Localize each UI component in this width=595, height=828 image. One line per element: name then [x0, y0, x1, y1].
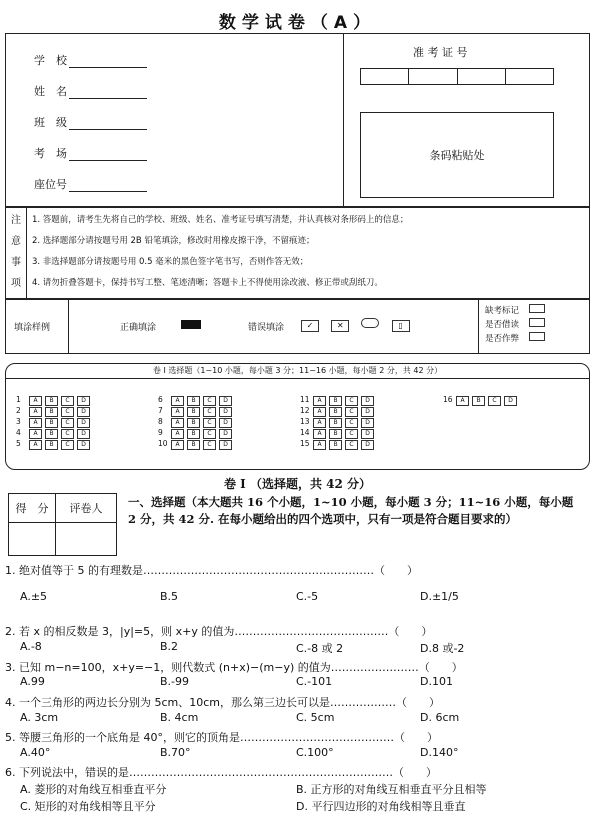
answer-row-9: [158, 424, 235, 435]
answer-bubble-d[interactable]: D: [504, 396, 517, 406]
answer-bubble-d[interactable]: D: [77, 396, 90, 406]
q4-option-c[interactable]: C. 5cm: [296, 711, 335, 724]
answer-sheet-header: 卷 I 选择题（1~10 小题，每小题 3 分；11~16 小题，每小题 2 分，共 42 分）: [152, 366, 443, 375]
answer-bubble-c[interactable]: C: [61, 429, 74, 439]
answer-number: 6: [158, 395, 163, 404]
answer-bubble-a[interactable]: A: [171, 407, 184, 417]
correct-fill-mark: [181, 320, 201, 329]
question-3-stem: 3. 已知 m−n=100，x+y=−1，则代数式 (n+x)−(m−y) 的值为……………………（ ）: [5, 661, 463, 674]
answer-bubble-a[interactable]: A: [171, 440, 184, 450]
q4-option-d[interactable]: D. 6cm: [420, 711, 460, 724]
answer-number: 16: [443, 395, 453, 404]
q3-option-d[interactable]: D.101: [420, 675, 453, 688]
answer-bubble-c[interactable]: C: [345, 407, 358, 417]
answer-row-4: [16, 424, 93, 435]
q2-option-d[interactable]: D.8 或-2: [420, 642, 465, 655]
class-field[interactable]: 班 级: [34, 114, 147, 145]
notice-divider: [26, 207, 27, 299]
cheat-flag[interactable]: 是否作弊: [485, 332, 548, 346]
answer-bubble-a[interactable]: A: [313, 407, 326, 417]
answer-row-11: [300, 391, 377, 402]
fill-example-label: 填涂样例: [14, 323, 51, 333]
answer-bubble-a[interactable]: A: [313, 418, 326, 428]
answer-sheet-divider: [5, 378, 590, 379]
answer-row-15: [300, 435, 377, 446]
answer-row-6: [158, 391, 235, 402]
q4-option-a[interactable]: A. 3cm: [20, 711, 59, 724]
answer-bubble-d[interactable]: D: [219, 440, 232, 450]
answer-bubble-b[interactable]: B: [187, 407, 200, 417]
answer-row-16: [443, 391, 520, 402]
grader-cell[interactable]: [56, 523, 117, 556]
question-6-stem: 6. 下列说法中，错误的是………………………………………………………………（ ）: [5, 766, 437, 779]
answer-bubble-a[interactable]: A: [171, 418, 184, 428]
answer-bubble-d[interactable]: D: [361, 407, 374, 417]
answer-number: 4: [16, 428, 21, 437]
answer-bubble-d[interactable]: D: [77, 440, 90, 450]
answer-bubble-a[interactable]: A: [456, 396, 469, 406]
correct-fill-label: 正确填涂: [120, 323, 157, 333]
answer-bubble-b[interactable]: B: [45, 396, 58, 406]
answer-number: 9: [158, 428, 163, 437]
transfer-flag[interactable]: 是否借读: [485, 318, 548, 332]
q1-option-a[interactable]: A.±5: [20, 590, 48, 603]
answer-number: 1: [16, 395, 21, 404]
answer-bubble-c[interactable]: C: [345, 440, 358, 450]
q5-option-c[interactable]: C.100°: [296, 746, 334, 759]
answer-bubble-a[interactable]: A: [313, 429, 326, 439]
answer-bubble-a[interactable]: A: [29, 407, 42, 417]
answer-bubble-a[interactable]: A: [313, 440, 326, 450]
q2-option-c[interactable]: C.-8 或 2: [296, 642, 344, 655]
answer-bubble-d[interactable]: D: [361, 429, 374, 439]
answer-bubble-c[interactable]: C: [488, 396, 501, 406]
score-header: 得 分: [9, 494, 56, 523]
question-1-stem: 1. 绝对值等于 5 的有理数是………………………………………………………（ ）: [5, 564, 418, 577]
answer-bubble-b[interactable]: B: [187, 418, 200, 428]
answer-number: 3: [16, 417, 21, 426]
answer-bubble-b[interactable]: B: [329, 407, 342, 417]
answer-bubble-b[interactable]: B: [45, 407, 58, 417]
q6-option-d[interactable]: D. 平行四边形的对角线相等且垂直: [296, 800, 466, 813]
score-table: [8, 493, 117, 556]
answer-bubble-d[interactable]: D: [77, 407, 90, 417]
section-title: 卷 I （选择题，共 42 分）: [223, 477, 372, 491]
answer-bubble-d[interactable]: D: [77, 429, 90, 439]
q4-option-b[interactable]: B. 4cm: [160, 711, 199, 724]
answer-bubble-b[interactable]: B: [329, 440, 342, 450]
answer-bubble-a[interactable]: A: [171, 396, 184, 406]
q1-option-d[interactable]: D.±1/5: [420, 590, 459, 603]
answer-bubble-b[interactable]: B: [45, 429, 58, 439]
info-divider: [343, 33, 344, 207]
answer-bubble-a[interactable]: A: [29, 440, 42, 450]
answer-number: 11: [300, 395, 310, 404]
answer-bubble-c[interactable]: C: [203, 429, 216, 439]
q5-option-d[interactable]: D.140°: [420, 746, 459, 759]
bubble-column-4: [443, 391, 520, 402]
answer-row-8: [158, 413, 235, 424]
answer-bubble-b[interactable]: B: [187, 440, 200, 450]
question-5-stem: 5. 等腰三角形的一个底角是 40°，则它的顶角是……………………………………（ ）: [5, 731, 438, 744]
q2-option-b[interactable]: B.2: [160, 640, 179, 653]
answer-bubble-b[interactable]: B: [329, 396, 342, 406]
q6-option-c[interactable]: C. 矩形的对角线相等且平分: [20, 800, 156, 813]
answer-bubble-a[interactable]: A: [29, 429, 42, 439]
answer-bubble-c[interactable]: C: [345, 429, 358, 439]
answer-bubble-b[interactable]: B: [472, 396, 485, 406]
answer-row-14: [300, 424, 377, 435]
answer-bubble-c[interactable]: C: [61, 440, 74, 450]
answer-row-2: [16, 402, 93, 413]
notice-list: 1. 答题前，请考生先将自己的学校、班级、姓名、准考证号填写清楚，并认真核对条形码上的信息； 2. 选择题部分请按题号用 2B 铅笔填涂，修改时用橡皮擦干净，不留痕迹； 3. 非选择题部分请按题号用 0.5 毫米的黑色签字笔书写，否则作答无效； 4. 请勿折叠答题卡，保持书写工整、笔迹清晰；答题卡上不得使用涂改液、修正带或刮纸刀。: [32, 215, 409, 288]
wrong-fill-label: 错误填涂: [248, 323, 285, 333]
answer-bubble-d[interactable]: D: [361, 396, 374, 406]
name-field[interactable]: 姓 名: [34, 83, 147, 114]
q2-option-a[interactable]: A.-8: [20, 640, 42, 653]
answer-number: 5: [16, 439, 21, 448]
answer-bubble-c[interactable]: C: [203, 418, 216, 428]
barcode-label: 条码粘贴处: [429, 149, 485, 162]
answer-bubble-d[interactable]: D: [219, 429, 232, 439]
answer-bubble-d[interactable]: D: [219, 396, 232, 406]
answer-row-5: [16, 435, 93, 446]
q3-option-a[interactable]: A.99: [20, 675, 45, 688]
answer-number: 13: [300, 417, 310, 426]
answer-bubble-d[interactable]: D: [361, 418, 374, 428]
answer-bubble-c[interactable]: C: [203, 396, 216, 406]
answer-row-1: [16, 391, 93, 402]
answer-bubble-d[interactable]: D: [77, 418, 90, 428]
answer-number: 7: [158, 406, 163, 415]
notice-label: 注 意 事 项: [11, 215, 21, 289]
seat-field[interactable]: 座位号: [34, 176, 147, 207]
answer-bubble-a[interactable]: A: [313, 396, 326, 406]
answer-row-10: [158, 435, 235, 446]
answer-bubble-d[interactable]: D: [361, 440, 374, 450]
barcode-area: [360, 112, 554, 198]
answer-number: 15: [300, 439, 310, 448]
answer-number: 10: [158, 439, 168, 448]
answer-number: 8: [158, 417, 163, 426]
q6-option-b[interactable]: B. 正方形的对角线互相垂直平分且相等: [296, 783, 487, 796]
fill-divider: [68, 299, 69, 354]
answer-bubble-c[interactable]: C: [345, 396, 358, 406]
answer-bubble-b[interactable]: B: [329, 418, 342, 428]
answer-bubble-b[interactable]: B: [329, 429, 342, 439]
answer-bubble-c[interactable]: C: [61, 418, 74, 428]
answer-bubble-a[interactable]: A: [29, 418, 42, 428]
student-fields: [34, 52, 147, 207]
q5-option-a[interactable]: A.40°: [20, 746, 51, 759]
answer-bubble-d[interactable]: D: [219, 407, 232, 417]
answer-bubble-c[interactable]: C: [61, 396, 74, 406]
absent-flag[interactable]: 缺考标记: [485, 304, 548, 318]
answer-bubble-c[interactable]: C: [203, 440, 216, 450]
question-2-stem: 2. 若 x 的相反数是 3，|y|=5，则 x+y 的值为……………………………………（ ）: [5, 625, 433, 638]
answer-row-12: [300, 402, 377, 413]
bubble-column-1: [16, 391, 93, 446]
wrong-fill-marks: ✓ ✕ ▯: [301, 318, 413, 332]
answer-bubble-b[interactable]: B: [187, 396, 200, 406]
answer-number: 14: [300, 428, 310, 437]
q6-option-a[interactable]: A. 菱形的对角线互相垂直平分: [20, 783, 167, 796]
exam-id-label: 准 考 证 号: [413, 46, 468, 59]
school-field[interactable]: 学 校: [34, 52, 147, 83]
instructions: 一、选择题（本大题共 16 个小题，1~10 小题，每小题 3 分；11~16 小题，每小题 2 分，共 42 分. 在每小题给出的四个选项中，只有一项是符合题目要求的）: [128, 495, 574, 526]
q5-option-b[interactable]: B.70°: [160, 746, 191, 759]
answer-bubble-b[interactable]: B: [187, 429, 200, 439]
score-cell[interactable]: [9, 523, 56, 556]
question-4-stem: 4. 一个三角形的两边长分别为 5cm、10cm，那么第三边长可以是………………（ ）: [5, 696, 441, 709]
answer-bubble-a[interactable]: A: [171, 429, 184, 439]
room-field[interactable]: 考 场: [34, 145, 147, 176]
answer-bubble-a[interactable]: A: [29, 396, 42, 406]
answer-row-13: [300, 413, 377, 424]
q1-option-c[interactable]: C.-5: [296, 590, 319, 603]
answer-bubble-c[interactable]: C: [345, 418, 358, 428]
answer-bubble-c[interactable]: C: [203, 407, 216, 417]
answer-number: 2: [16, 406, 21, 415]
exam-id-boxes[interactable]: [360, 68, 554, 85]
answer-row-7: [158, 402, 235, 413]
q3-option-c[interactable]: C.-101: [296, 675, 333, 688]
bubble-column-3: [300, 391, 377, 446]
page-title: 数学试卷（A）: [218, 13, 377, 33]
grader-header: 评卷人: [56, 494, 117, 523]
answer-number: 12: [300, 406, 310, 415]
answer-bubble-c[interactable]: C: [61, 407, 74, 417]
bubble-column-2: [158, 391, 235, 446]
flag-divider: [478, 299, 479, 354]
answer-bubble-d[interactable]: D: [219, 418, 232, 428]
answer-row-3: [16, 413, 93, 424]
answer-bubble-b[interactable]: B: [45, 418, 58, 428]
q3-option-b[interactable]: B.-99: [160, 675, 190, 688]
q1-option-b[interactable]: B.5: [160, 590, 179, 603]
answer-bubble-b[interactable]: B: [45, 440, 58, 450]
flag-list: [485, 304, 548, 346]
